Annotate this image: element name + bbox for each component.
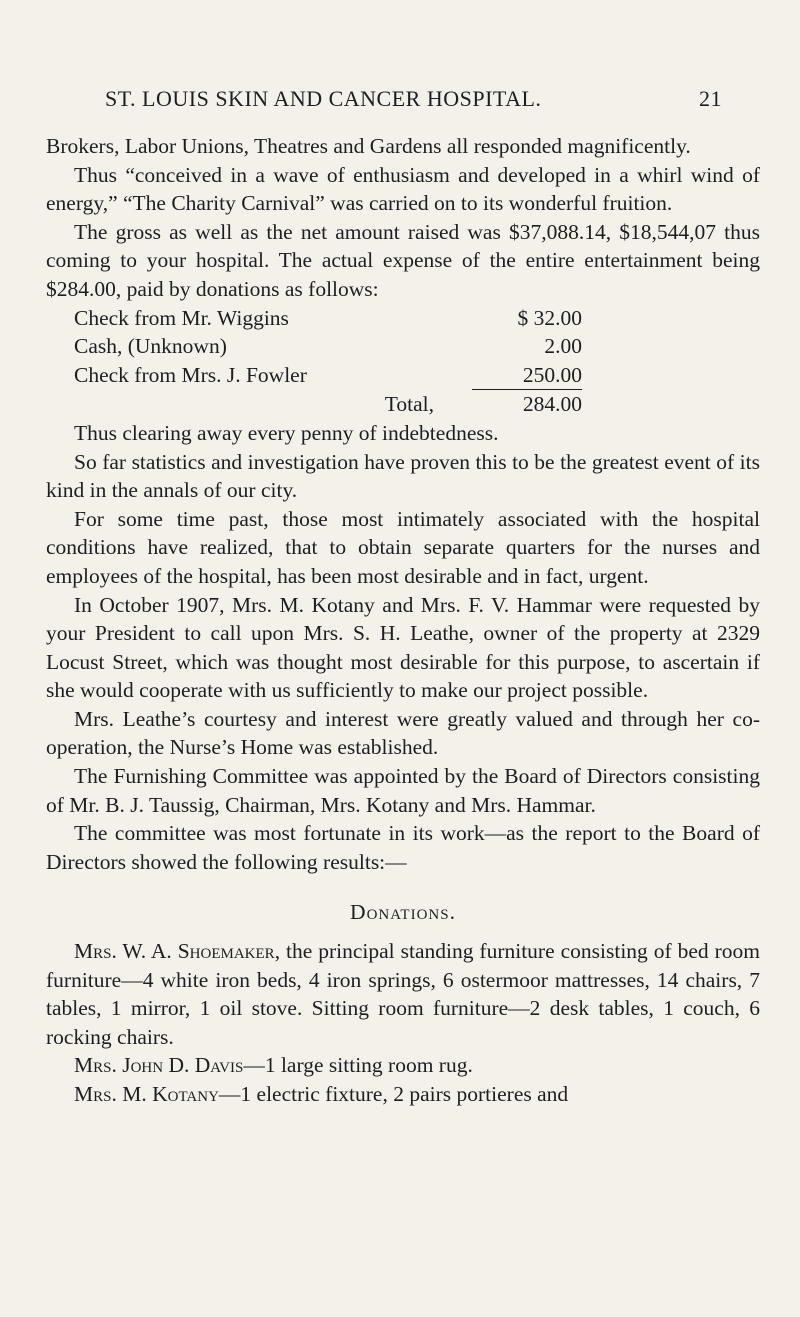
ledger-row — [74, 361, 582, 390]
ledger-amount: 2.00 — [544, 334, 582, 359]
ledger-label: Cash, (Unknown) — [74, 334, 227, 359]
paragraph: The committee was most fortunate in its work—as the report to the Board of Directors showed the following results:— — [46, 821, 760, 874]
body-text — [46, 132, 760, 1109]
donation-text: —1 large sitting room rug. — [243, 1053, 473, 1078]
ledger-amount: 250.00 — [472, 361, 582, 390]
expense-ledger — [74, 304, 582, 419]
paragraph: In October 1907, Mrs. M. Kotany and Mrs. F. V. Hammar were requested by your President to call upon Mrs. S. H. Leathe, owner of the property at 2329 Locust Street, which was thought most desirable for this purpose, to ascertain if she would cooperate with us sufficiently to make our project possible. — [46, 592, 760, 703]
donor-name: Mrs. M. Kotany — [74, 1082, 219, 1106]
ledger-row — [74, 332, 582, 361]
paragraph: Mrs. Leathe’s courtesy and interest were greatly valued and through her co-operation, the Nurse’s Home was established. — [46, 706, 760, 760]
ledger-amount: $ 32.00 — [517, 305, 582, 330]
section-heading-donations: Donations. — [350, 900, 456, 925]
paragraph: The Furnishing Committee was appointed by the Board of Directors consisting of Mr. B. J. Taussig, Chairman, Mrs. Kotany and Mrs. Hammar. — [46, 764, 760, 817]
paragraph: So far statistics and investigation have proven this to be the greatest event of its kind in the annals of our city. — [46, 449, 760, 503]
paragraph: The gross as well as the net amount raised was $37,088.14, $18,544,07 thus coming to your hospital. The actual expense of the entire entertainment being $284.00, paid by donations as follows: — [46, 219, 760, 301]
ledger-label: Check from Mr. Wiggins — [74, 305, 289, 330]
ledger-label: Check from Mrs. J. Fowler — [74, 362, 307, 387]
ledger-row — [74, 304, 582, 333]
paragraph: Thus clearing away every penny of indebtedness. — [74, 420, 499, 445]
paragraph: Brokers, Labor Unions, Theatres and Gardens all responded magnificently. — [46, 134, 691, 158]
paragraph: For some time past, those most intimately associated with the hospital conditions have realized, that to obtain separate quarters for the nurses and employees of the hospital, has been most desirable and in fact, urgent. — [46, 506, 760, 588]
donation-entry — [46, 1080, 760, 1109]
donor-name: Mrs. John D. Davis — [74, 1053, 244, 1078]
donation-text: —1 electric fixture, 2 pairs portieres and — [218, 1082, 569, 1106]
donation-entry — [46, 937, 760, 1051]
running-head-title: ST. LOUIS SKIN AND CANCER HOSPITAL. — [105, 86, 542, 111]
running-head — [105, 86, 722, 116]
page-number: 21 — [699, 86, 722, 111]
donor-name: Mrs. W. A. Shoemaker — [74, 939, 275, 964]
ledger-total-row — [74, 390, 582, 419]
paragraph: Thus “conceived in a wave of enthusiasm and developed in a whirl wind of energy,” “The Charity Carnival” was carried on to its wonderful fruition. — [46, 162, 760, 216]
donation-entry — [46, 1051, 760, 1080]
ledger-total-amount: 284.00 — [522, 392, 582, 417]
donation-text: , the principal standing furniture consisting of bed room furniture—4 white iron beds, 4 iron springs, 6 ostermoor mattresses, 14 chairs, 7 tables, 1 mirror, 1 oil stove. Sitting room furniture—2 desk tables, 1 couch, 6 rocking chairs. — [46, 939, 760, 1049]
ledger-total-label: Total, — [384, 391, 434, 416]
